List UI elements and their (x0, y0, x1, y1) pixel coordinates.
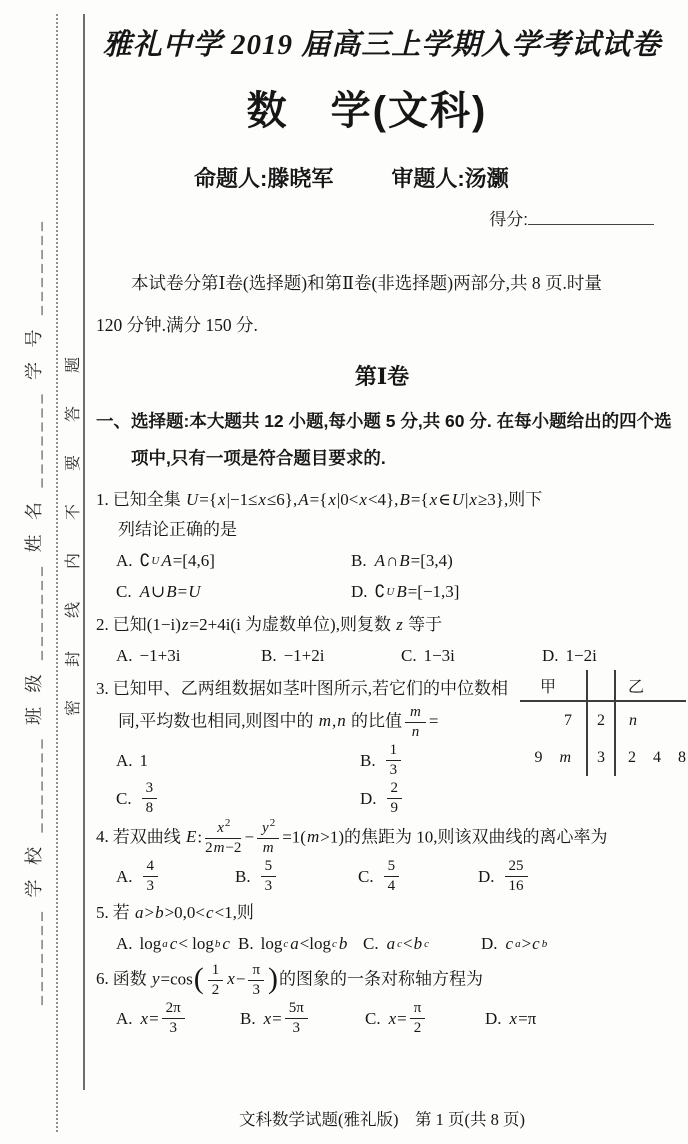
math-var: x (509, 1008, 518, 1028)
fraction (405, 704, 426, 741)
option-label: B. (261, 646, 277, 665)
paren: ) (268, 961, 279, 995)
question-2-number: 2. (96, 615, 109, 634)
stem-leaf-rows (520, 702, 686, 776)
math-var: c (222, 934, 230, 953)
stem-leaf-row-2 (520, 739, 686, 776)
math-var: x (258, 490, 266, 509)
exam-instructions (96, 262, 668, 346)
question-6-number: 6. (96, 969, 109, 989)
paren: ( (193, 961, 204, 995)
question-4-option-B (235, 858, 358, 895)
math-var: B (166, 582, 177, 601)
question-4-option-C (358, 858, 478, 895)
math-var: B (396, 582, 407, 601)
question-5-option-B: B. log c a <log c b (238, 934, 348, 953)
option-label: B. (238, 934, 254, 953)
stem-leaf-header-stem (586, 670, 616, 700)
fraction-denominator: 9 (390, 800, 399, 816)
stem-leaf-right-leaves (616, 712, 686, 730)
math-var: a (515, 938, 521, 950)
stem-leaf-header (520, 670, 686, 702)
fraction-denominator: 4 (387, 878, 396, 894)
option-label: C. (363, 934, 379, 953)
section-heading (96, 403, 672, 477)
fraction-denominator: 2 (211, 982, 220, 998)
question-3-line-2: 同,平均数也相同,则图中的 m,n 的比值 $\frac{m}{n}$ = (118, 704, 439, 740)
math-var: x (227, 969, 235, 989)
fraction-denominator: 3 (169, 1020, 177, 1036)
math-var: a (290, 934, 299, 953)
fraction (410, 1000, 426, 1037)
math-var: A (161, 551, 172, 570)
math-var: U (188, 582, 201, 601)
stem-leaf-plot (520, 670, 686, 776)
option-label: C. (116, 582, 132, 601)
math-var: c (532, 934, 540, 953)
math-var: m (410, 704, 421, 720)
question-5-option-D: D. c a > c b (481, 934, 548, 953)
math-var: m (262, 840, 274, 856)
question-2-option-A: A. −1+3i (116, 646, 181, 665)
stem-leaf-header-left: 甲 (539, 678, 556, 696)
seal-solid-line (83, 14, 85, 1090)
fraction-numerator: 2π (162, 1000, 185, 1019)
fraction-numerator (257, 817, 279, 839)
math-var: A (298, 490, 309, 509)
fraction (248, 962, 264, 999)
fraction-numerator (405, 704, 426, 723)
math-var: x (218, 490, 226, 509)
question-3-option-D (360, 780, 405, 817)
math-var: c (424, 938, 429, 950)
question-4-option-D (478, 858, 531, 895)
stem-leaf-row-1 (520, 702, 686, 739)
main-content (96, 0, 672, 1040)
fraction-denominator: 3 (389, 762, 398, 778)
math-var: m (306, 827, 320, 847)
math-var: n (411, 724, 420, 740)
question-1-option-C: C. A ∪ B = U (116, 582, 201, 601)
option-label: C. (116, 788, 132, 808)
option-label: A. (116, 551, 133, 570)
question-3-option-B (360, 742, 404, 779)
question-6-option-B: B. x = $\frac{5\pi}{3}$ (240, 1000, 365, 1037)
fraction (143, 858, 159, 895)
subject-title: 数 学(文科) (246, 89, 488, 133)
math-var: E (186, 827, 197, 847)
math-var: a (135, 903, 144, 922)
math-var: n (337, 711, 346, 731)
option-label: C. (365, 1008, 381, 1028)
fraction-numerator: π (410, 1000, 426, 1019)
question-1 (96, 485, 668, 607)
seal-dotted-line (56, 14, 58, 1132)
fraction (142, 780, 158, 817)
page-footer: 文科数学试题(雅礼版) 第 1 页(共 8 页) (239, 1110, 525, 1129)
math-var: x (263, 1008, 272, 1028)
math-var: A (139, 582, 150, 601)
question-6-option-C: C. x = $\frac{\pi}{2}$ (365, 1000, 485, 1037)
math-var: z (181, 615, 189, 634)
question-3-option-A: A. 1 (116, 750, 149, 770)
instructions-line-1: 本试卷分第Ⅰ卷(选择题)和第Ⅱ卷(非选择题)两部分,共 8 页.时量 (131, 273, 602, 293)
exam-title: 雅礼中学 2019 届高三上学期入学考试试卷 (102, 29, 662, 61)
stem-leaf-right-leaves: 2 4 8 (628, 748, 686, 766)
option-label: A. (116, 934, 133, 953)
math-var: c (505, 934, 514, 953)
math-var: U (151, 555, 160, 567)
option-label: D. (485, 1008, 502, 1028)
math-var: U (186, 490, 199, 509)
option-label: B. (235, 866, 251, 886)
math-var: b (214, 938, 221, 950)
score-line (96, 205, 668, 230)
math-var: m (213, 840, 225, 856)
fraction-denominator: 3 (292, 1020, 301, 1036)
question-6-line-1: 6. 函数 y=cos( $\frac{1}{2}$ x− $\frac{\pi}{3}$ )的图象的一条对称轴方程为 (96, 961, 484, 998)
question-1-option-A: A. ∁ U A =[4,6] (116, 551, 215, 570)
section-heading-line-1: 一、选择题:本大题共 12 小题,每小题 5 分,共 60 分. 在每小题给出的四个选 (96, 411, 672, 431)
fraction (505, 858, 528, 895)
math-var: c (206, 903, 214, 922)
fraction-numerator: 5 (384, 858, 400, 877)
question-2 (96, 610, 668, 671)
math-var: y (152, 969, 160, 989)
student-info-fields: _______ 学 校 _______ 班 级 _______ 姓 名 _______ 学 号 _______ (24, 217, 44, 1005)
reviewer-name: 审题人:汤灏 (391, 166, 509, 191)
math-var: x (217, 820, 224, 836)
question-3-option-C (116, 780, 360, 817)
setter-name: 命题人:滕晓军 (194, 166, 334, 191)
fraction-denominator: 8 (145, 800, 154, 816)
question-5-number: 5. (96, 903, 109, 922)
setters-line (96, 162, 668, 193)
option-label: D. (351, 582, 368, 601)
option-label: D. (481, 934, 498, 953)
math-var: b (338, 934, 348, 953)
stem-leaf-left-leaves: 9 m (534, 748, 571, 766)
math-var: c (332, 938, 337, 950)
option-label: D. (478, 866, 495, 886)
option-label: D. (542, 646, 559, 665)
math-var: U (386, 586, 395, 598)
fraction (257, 817, 279, 857)
math-var: c (283, 938, 289, 950)
fraction-numerator: 1 (386, 742, 402, 761)
math-var: x (328, 490, 336, 509)
math-var: c (169, 934, 178, 953)
option-label: C. (358, 866, 374, 886)
option-label: B. (351, 551, 367, 570)
math-var: y (262, 820, 269, 836)
question-5-option-A: A. log a c < log b c (116, 934, 230, 953)
instructions-line-2: 120 分钟.满分 150 分. (96, 315, 258, 335)
math-var: U (451, 490, 464, 509)
math-var: a (386, 934, 396, 953)
fraction-denominator: 3 (146, 878, 155, 894)
option-label: A. (116, 750, 133, 770)
question-1-option-D: D. ∁ U B =[−1,3] (351, 582, 460, 601)
math-var: b (413, 934, 423, 953)
fraction-denominator: 3 (252, 982, 260, 998)
question-1-options-row-2 (116, 577, 668, 607)
math-var: z (396, 615, 403, 634)
part1-title: 第Ⅰ卷 (354, 364, 410, 389)
fraction (261, 858, 277, 895)
question-4-number: 4. (96, 827, 109, 847)
question-1-number: 1. (96, 490, 109, 509)
fraction-numerator: 5π (285, 1000, 308, 1019)
fraction-denominator: 2m−2 (205, 840, 242, 856)
math-var: b (541, 938, 548, 950)
math-var: m (318, 711, 332, 731)
fraction-numerator: 3 (142, 780, 158, 799)
math-var: n (629, 711, 637, 729)
fraction-denominator: 16 (508, 878, 524, 894)
option-label: D. (360, 788, 377, 808)
option-label: B. (240, 1008, 256, 1028)
question-5 (96, 898, 668, 959)
fraction (208, 962, 224, 999)
math-var: B (399, 490, 410, 509)
option-label: A. (116, 1008, 133, 1028)
question-3-line-1: 3. 已知甲、乙两组数据如茎叶图所示,若它们的中位数相 (96, 679, 508, 698)
question-2-option-C: C. 1−3i (401, 646, 455, 665)
fraction-denominator: 2 (413, 1020, 422, 1036)
question-5-line-1: 5. 若 a>b>0,0<c<1,则 (96, 903, 254, 922)
question-6 (96, 962, 668, 1037)
math-var: A (374, 551, 385, 570)
question-1-option-B: B. A ∩ B =[3,4) (351, 551, 453, 570)
question-4 (96, 817, 668, 895)
fraction (386, 742, 402, 779)
math-var: B (399, 551, 410, 570)
question-5-options-row-1 (116, 929, 668, 959)
math-var: x (469, 490, 477, 509)
question-2-option-D: D. 1−2i (542, 646, 597, 665)
stem-leaf-stem: 3 (586, 739, 616, 776)
math-var: m (559, 748, 571, 766)
section-heading-line-2: 项中,只有一项是符合题目要求的. (131, 448, 386, 468)
question-3-number: 3. (96, 679, 109, 698)
math-var: b (155, 903, 164, 922)
question-3-options-row-2 (116, 780, 668, 817)
score-label: 得分: (489, 210, 528, 229)
question-2-options-row-1 (116, 641, 668, 671)
question-5-option-C: C. a c < b c (363, 934, 429, 953)
fraction-denominator (257, 839, 279, 857)
fraction-numerator: 5 (261, 858, 277, 877)
score-blank (528, 209, 654, 225)
question-1-line-1: 1. 已知全集 U={x|−1≤x≤6},A={x|0<x<4},B={x∈U|x≥3},则下 (96, 490, 543, 509)
fraction-numerator: π (248, 962, 264, 981)
math-var: x (359, 490, 367, 509)
option-label: A. (116, 646, 133, 665)
math-var: a (162, 938, 168, 950)
fraction-denominator (405, 723, 426, 741)
question-6-option-D: D. x =π (485, 1008, 537, 1028)
fraction-numerator (205, 817, 241, 839)
math-var: x (140, 1008, 149, 1028)
superscript: 2 (224, 817, 231, 829)
question-4-options-row-1 (116, 858, 668, 895)
question-1-options-row-1 (116, 546, 668, 576)
fraction-numerator: 4 (143, 858, 159, 877)
seal-line-text: 密封线内不要答题 (65, 323, 82, 716)
fraction-numerator: 1 (208, 962, 224, 981)
fraction (387, 780, 403, 817)
stem-leaf-header-right: 乙 (628, 678, 645, 696)
stem-leaf-left-leaves: 7 (564, 711, 572, 729)
fraction (205, 817, 242, 857)
stem-leaf-stem: 2 (586, 702, 616, 739)
question-6-option-A: A. x = $\frac{2\pi}{3}$ (116, 1000, 240, 1037)
fraction (162, 1000, 185, 1037)
option-label: A. (116, 866, 133, 886)
fraction (285, 1000, 308, 1037)
question-2-option-B: B. −1+2i (261, 646, 325, 665)
fraction-numerator: 2 (387, 780, 403, 799)
fraction-numerator: 25 (505, 858, 528, 877)
math-var: x (429, 490, 438, 509)
question-1-line-2: 列结论正确的是 (118, 520, 237, 539)
superscript: 2 (269, 817, 276, 829)
fraction (384, 858, 400, 895)
option-label: C. (401, 646, 417, 665)
question-4-line-1: 4. 若双曲线 E: $\frac{x^2}{2m-2}$ − $\frac{y^2}{m}$ =1(m>1)的焦距为 10,则该双曲线的离心率为 (96, 817, 608, 856)
question-4-option-A (116, 858, 235, 895)
question-2-line-1: 2. 已知(1−i)z=2+4i(i 为虚数单位),则复数 z 等于 (96, 615, 443, 634)
math-var: x (388, 1008, 397, 1028)
fraction-denominator: 3 (264, 878, 273, 894)
math-var: c (397, 938, 402, 950)
question-6-options-row-1 (116, 1000, 668, 1037)
option-label: B. (360, 750, 376, 770)
